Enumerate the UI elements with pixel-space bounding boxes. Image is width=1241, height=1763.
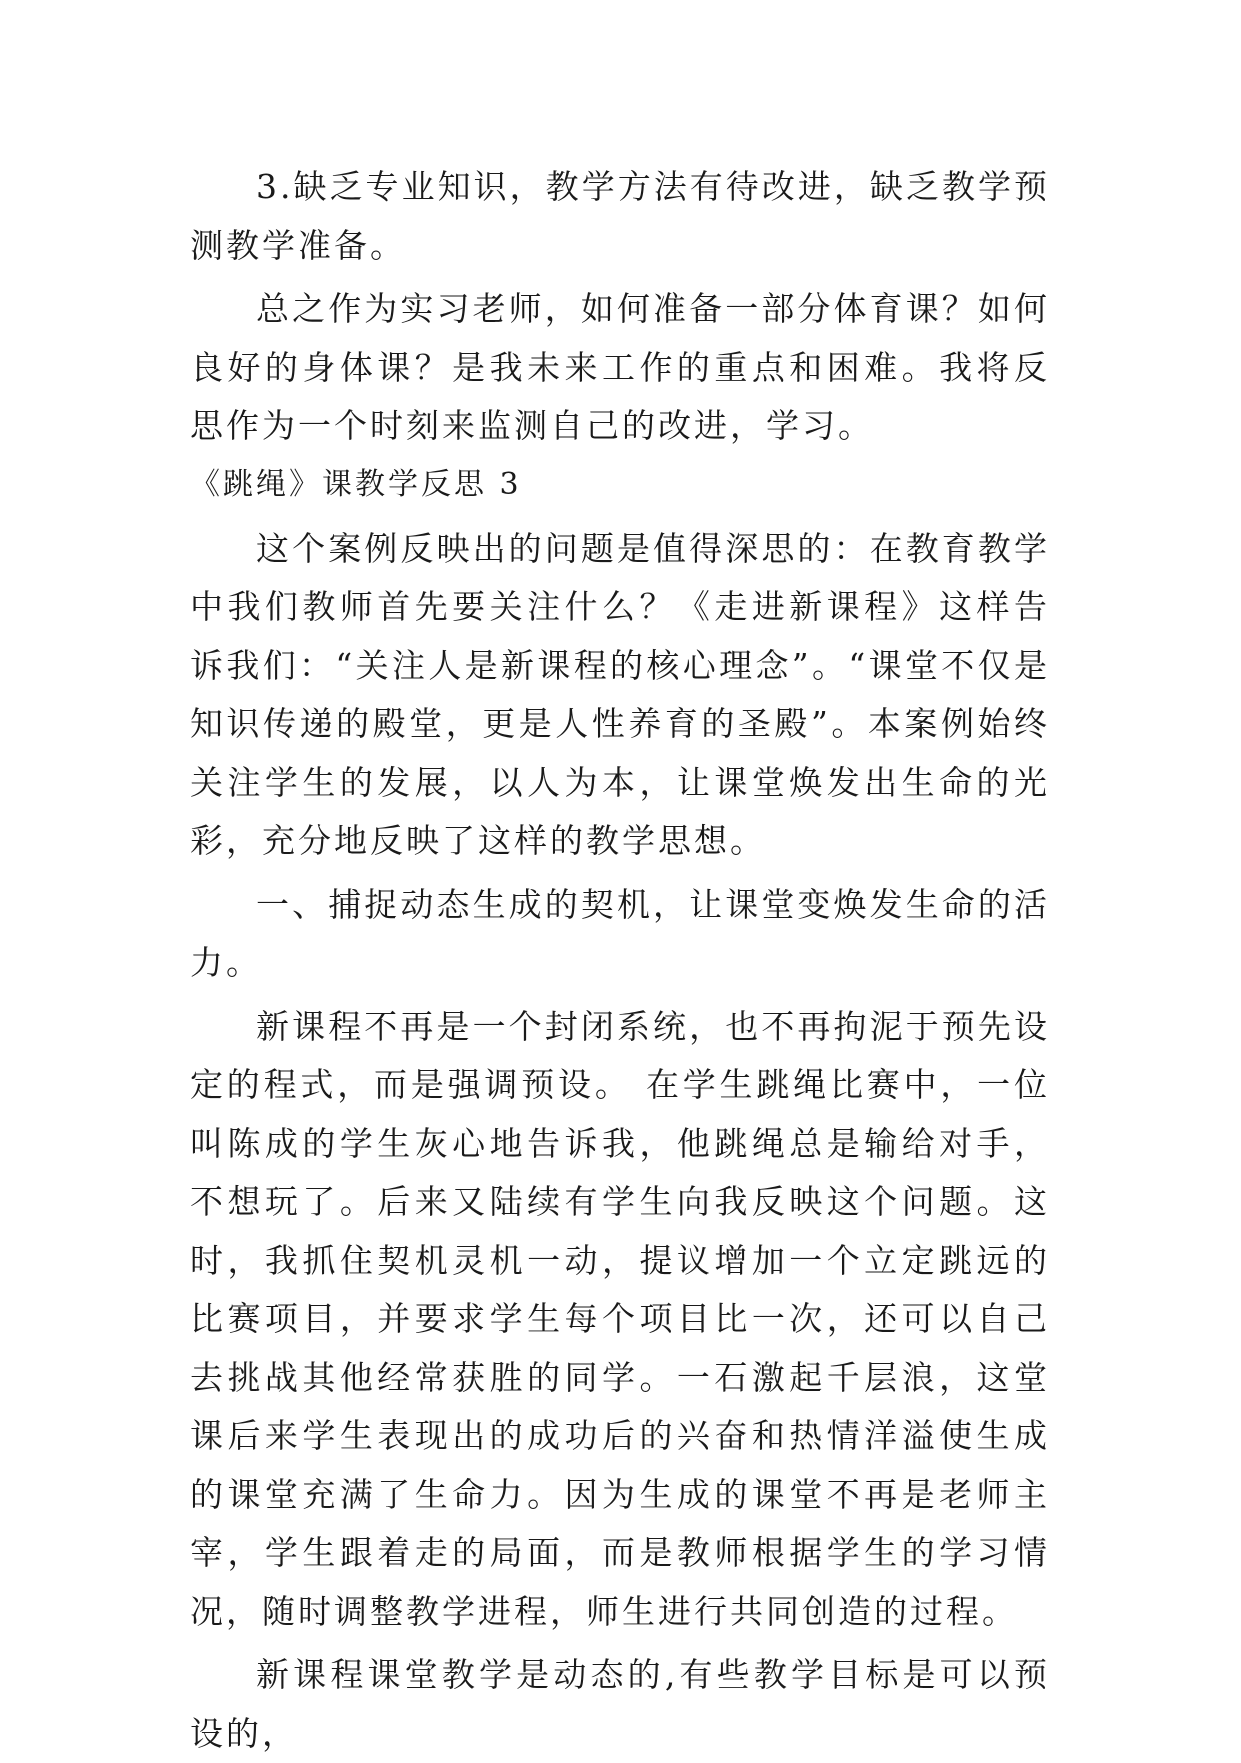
paragraph: 这个案例反映出的问题是值得深思的：在教育教学中我们教师首先要关注什么？《走进新课程》这样告诉我们：“关注人是新课程的核心理念”。“课堂不仅是知识传递的殿堂，更是人性养育的圣殿”。本案例始终关注学生的发展，以人为本，让课堂焕发出生命的光彩，充分地反映了这样的教学思想。 xyxy=(190,528,1050,860)
paragraph: 一、捕捉动态生成的契机，让课堂变焕发生命的活力。 xyxy=(190,884,1050,982)
document-body xyxy=(190,158,1050,1763)
paragraph: 新课程不再是一个封闭系统，也不再拘泥于预先设定的程式，而是强调预设。 在学生跳绳比赛中，一位叫陈成的学生灰心地告诉我，他跳绳总是输给对手，不想玩了。后来又陆续有学生向我反映这个问题。这时，我抓住契机灵机一动，提议增加一个立定跳远的比赛项目，并要求学生每个项目比一次，还可以自己去挑战其他经常获胜的同学。一石激起千层浪，这堂课后来学生表现出的成功后的兴奋和热情洋溢使生成的课堂充满了生命力。因为生成的课堂不再是老师主宰，学生跟着走的局面，而是教师根据学生的学习情况，随时调整教学进程，师生进行共同创造的过程。 xyxy=(190,1006,1050,1631)
paragraph: 总之作为实习老师，如何准备一部分体育课？如何良好的身体课？是我未来工作的重点和困难。我将反思作为一个时刻来监测自己的改进，学习。 xyxy=(190,289,1050,445)
paragraph: 3.缺乏专业知识，教学方法有待改进，缺乏教学预测教学准备。 xyxy=(190,167,1050,265)
paragraph: 新课程课堂教学是动态的,有些教学目标是可以预设的， xyxy=(190,1655,1050,1753)
section-title: 《跳绳》课教学反思 3 xyxy=(190,466,522,502)
